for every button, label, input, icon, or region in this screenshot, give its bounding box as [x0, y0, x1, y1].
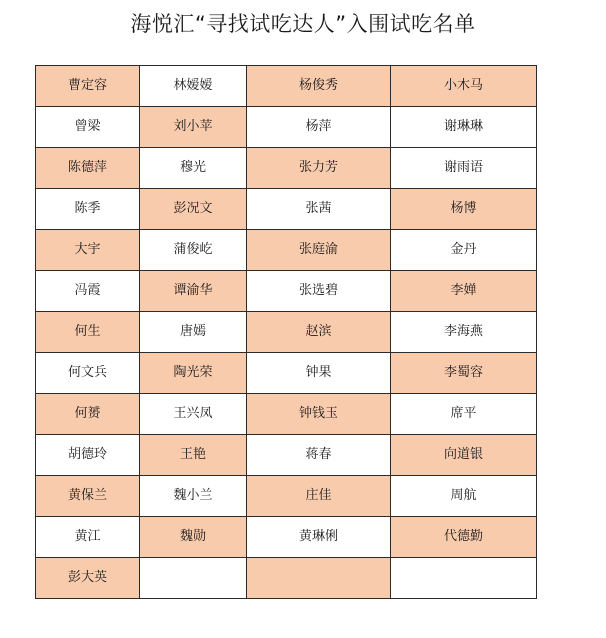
name-cell: 蒲俊屹	[140, 230, 247, 271]
table-row	[36, 476, 537, 517]
empty-cell	[391, 558, 537, 599]
name-cell: 何文兵	[36, 353, 140, 394]
name-cell: 庄佳	[247, 476, 391, 517]
name-cell: 黄保兰	[36, 476, 140, 517]
name-cell: 谭渝华	[140, 271, 247, 312]
table-row	[36, 435, 537, 476]
name-cell: 曹定容	[36, 66, 140, 107]
name-cell: 张茜	[247, 189, 391, 230]
name-cell: 钟钱玉	[247, 394, 391, 435]
finalist-table	[35, 65, 537, 599]
table-row	[36, 271, 537, 312]
name-cell: 席平	[391, 394, 537, 435]
name-cell: 李蜀容	[391, 353, 537, 394]
table-row	[36, 558, 537, 599]
name-cell: 李海燕	[391, 312, 537, 353]
name-cell: 王兴凤	[140, 394, 247, 435]
name-cell: 周航	[391, 476, 537, 517]
table-row	[36, 353, 537, 394]
name-cell: 张选碧	[247, 271, 391, 312]
name-cell: 张力芳	[247, 148, 391, 189]
table-row	[36, 312, 537, 353]
name-cell: 林嫒嫒	[140, 66, 247, 107]
name-cell: 向道银	[391, 435, 537, 476]
empty-cell	[140, 558, 247, 599]
name-cell: 穆光	[140, 148, 247, 189]
finalist-table-body	[36, 66, 537, 599]
table-row	[36, 517, 537, 558]
name-cell: 钟果	[247, 353, 391, 394]
table-row	[36, 107, 537, 148]
name-cell: 谢琳琳	[391, 107, 537, 148]
empty-cell	[247, 558, 391, 599]
name-cell: 王艳	[140, 435, 247, 476]
name-cell: 金丹	[391, 230, 537, 271]
name-cell: 黄琳俐	[247, 517, 391, 558]
name-cell: 胡德玲	[36, 435, 140, 476]
table-row	[36, 394, 537, 435]
table-row	[36, 230, 537, 271]
name-cell: 代德勤	[391, 517, 537, 558]
name-cell: 张庭渝	[247, 230, 391, 271]
name-cell: 杨俊秀	[247, 66, 391, 107]
name-cell: 冯霞	[36, 271, 140, 312]
name-cell: 彭大英	[36, 558, 140, 599]
name-cell: 陶光荣	[140, 353, 247, 394]
name-cell: 杨博	[391, 189, 537, 230]
name-cell: 黄江	[36, 517, 140, 558]
table-row	[36, 148, 537, 189]
name-cell: 何赟	[36, 394, 140, 435]
name-cell: 大宇	[36, 230, 140, 271]
table-row	[36, 66, 537, 107]
name-cell: 李婵	[391, 271, 537, 312]
name-cell: 赵滨	[247, 312, 391, 353]
name-cell: 陈季	[36, 189, 140, 230]
name-cell: 谢雨语	[391, 148, 537, 189]
name-cell: 刘小苹	[140, 107, 247, 148]
name-cell: 曾梁	[36, 107, 140, 148]
table-row	[36, 189, 537, 230]
name-cell: 唐嫣	[140, 312, 247, 353]
name-cell: 陈德萍	[36, 148, 140, 189]
name-cell: 蒋春	[247, 435, 391, 476]
name-cell: 何生	[36, 312, 140, 353]
name-cell: 小木马	[391, 66, 537, 107]
name-cell: 魏勋	[140, 517, 247, 558]
name-cell: 彭况文	[140, 189, 247, 230]
name-cell: 杨萍	[247, 107, 391, 148]
page-title: 海悦汇“寻找试吃达人”入围试吃名单	[130, 12, 476, 36]
name-cell: 魏小兰	[140, 476, 247, 517]
